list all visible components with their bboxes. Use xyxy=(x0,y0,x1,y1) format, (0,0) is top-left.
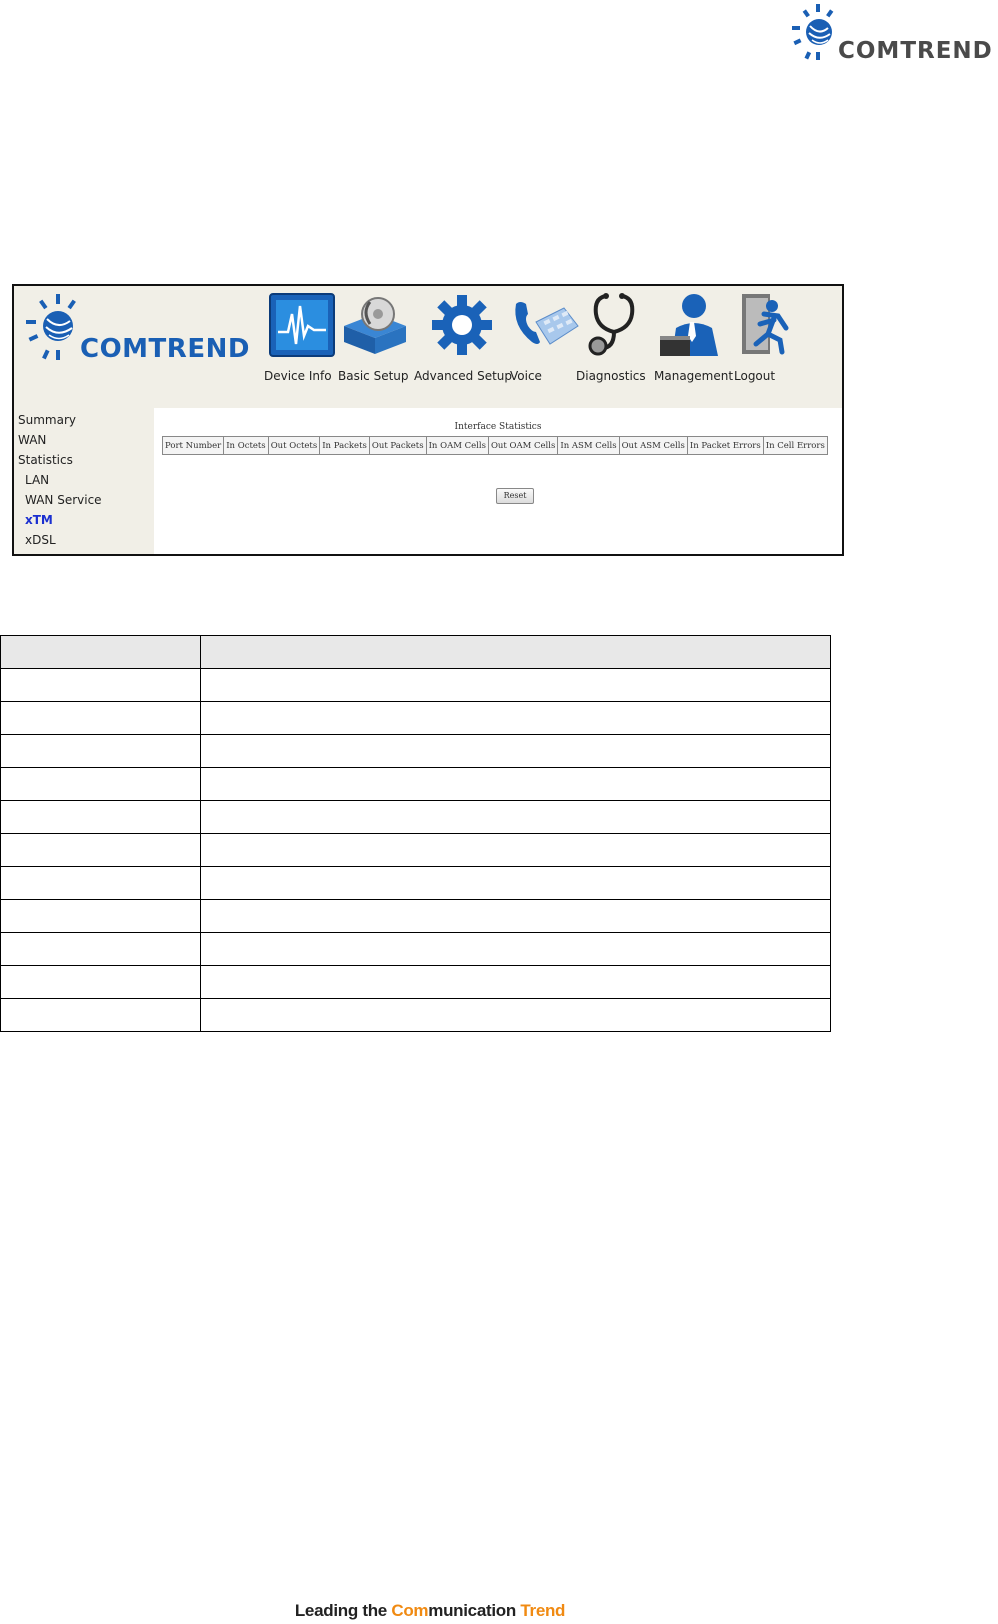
column-header: Out Packets xyxy=(369,437,426,455)
table-cell xyxy=(201,834,831,867)
advanced-setup-icon xyxy=(428,292,496,358)
device-info-icon xyxy=(268,292,336,358)
comtrend-globe-icon xyxy=(786,2,846,64)
table-row xyxy=(1,801,831,834)
table-cell xyxy=(201,702,831,735)
column-header: In Cell Errors xyxy=(763,437,827,455)
table-row xyxy=(1,702,831,735)
table-cell xyxy=(1,900,201,933)
sidebar-item-xdsl[interactable]: xDSL xyxy=(25,533,56,547)
sidebar-item-xtm[interactable]: xTM xyxy=(25,513,53,527)
table-row xyxy=(1,735,831,768)
brand-logo xyxy=(786,2,998,68)
table-cell xyxy=(1,768,201,801)
voice-icon xyxy=(510,292,580,358)
table-row xyxy=(1,933,831,966)
table-row xyxy=(1,999,831,1032)
table-cell xyxy=(1,834,201,867)
table-header-row xyxy=(1,636,831,669)
table-cell xyxy=(201,966,831,999)
table-cell xyxy=(201,867,831,900)
table-row xyxy=(1,834,831,867)
table-cell xyxy=(1,933,201,966)
column-header: Out OAM Cells xyxy=(488,437,557,455)
table-cell xyxy=(201,999,831,1032)
table-cell xyxy=(201,933,831,966)
router-ui-screenshot: COMTREND Device Info Basic Setup Advanced Setup Voice Diagnostics Management Logout Summary WAN Statistics LAN WAN Service xTM xDSL Interface Statistics Port Number In Octets Out Octets In Packets Out Packets In OAM Cells Out OAM Cells In ASM Cells Out ASM Cells In Packet Errors In Cell Errors Reset xyxy=(12,284,844,556)
table-cell xyxy=(201,669,831,702)
table-row xyxy=(1,669,831,702)
footer-tagline xyxy=(0,1601,860,1621)
table-cell xyxy=(201,801,831,834)
diagnostics-icon xyxy=(584,292,644,358)
footer-text-part: munication xyxy=(428,1601,521,1620)
footer-text-highlight: Com xyxy=(391,1601,429,1620)
table-cell xyxy=(1,801,201,834)
column-header: Out Octets xyxy=(268,437,320,455)
column-header: In OAM Cells xyxy=(426,437,488,455)
footer-text-highlight: Trend xyxy=(520,1601,566,1620)
content-panel xyxy=(154,408,842,554)
comtrend-globe-icon xyxy=(24,290,88,366)
sidebar-item-lan[interactable]: LAN xyxy=(25,473,50,487)
column-header: In Octets xyxy=(224,437,269,455)
column-header: Out ASM Cells xyxy=(619,437,687,455)
column-header: In Packets xyxy=(320,437,370,455)
sidebar-item-summary[interactable]: Summary xyxy=(18,413,76,427)
management-icon xyxy=(658,292,724,358)
table-row xyxy=(1,900,831,933)
table-cell xyxy=(1,966,201,999)
table-cell xyxy=(201,636,831,669)
table-cell xyxy=(1,669,201,702)
router-ui-logo xyxy=(24,290,254,370)
interface-statistics-table xyxy=(162,436,828,455)
table-cell xyxy=(1,735,201,768)
brand-logo-text: COMTREND xyxy=(838,38,993,64)
sidebar-item-wan-service[interactable]: WAN Service xyxy=(25,493,102,507)
sidebar-menu xyxy=(14,410,154,550)
interface-statistics-caption: Interface Statistics xyxy=(454,422,542,432)
table-cell xyxy=(1,702,201,735)
table-cell xyxy=(201,768,831,801)
sidebar-item-wan[interactable]: WAN xyxy=(18,433,47,447)
table-cell xyxy=(1,999,201,1032)
table-row xyxy=(1,768,831,801)
reset-button[interactable]: Reset xyxy=(496,488,534,504)
footer-text-part: Leading the xyxy=(294,1601,392,1620)
table-cell xyxy=(201,735,831,768)
table-cell xyxy=(201,900,831,933)
sidebar-item-statistics[interactable]: Statistics xyxy=(18,453,73,467)
table-row xyxy=(1,966,831,999)
router-ui-logo-text: COMTREND xyxy=(80,334,250,364)
table-cell xyxy=(1,867,201,900)
logout-icon xyxy=(738,292,796,358)
column-header: In ASM Cells xyxy=(558,437,619,455)
table-row xyxy=(1,867,831,900)
column-header: In Packet Errors xyxy=(687,437,763,455)
table-header-row xyxy=(163,437,828,455)
description-table xyxy=(0,635,831,1032)
table-cell xyxy=(1,636,201,669)
column-header: Port Number xyxy=(163,437,224,455)
basic-setup-icon xyxy=(340,292,410,358)
